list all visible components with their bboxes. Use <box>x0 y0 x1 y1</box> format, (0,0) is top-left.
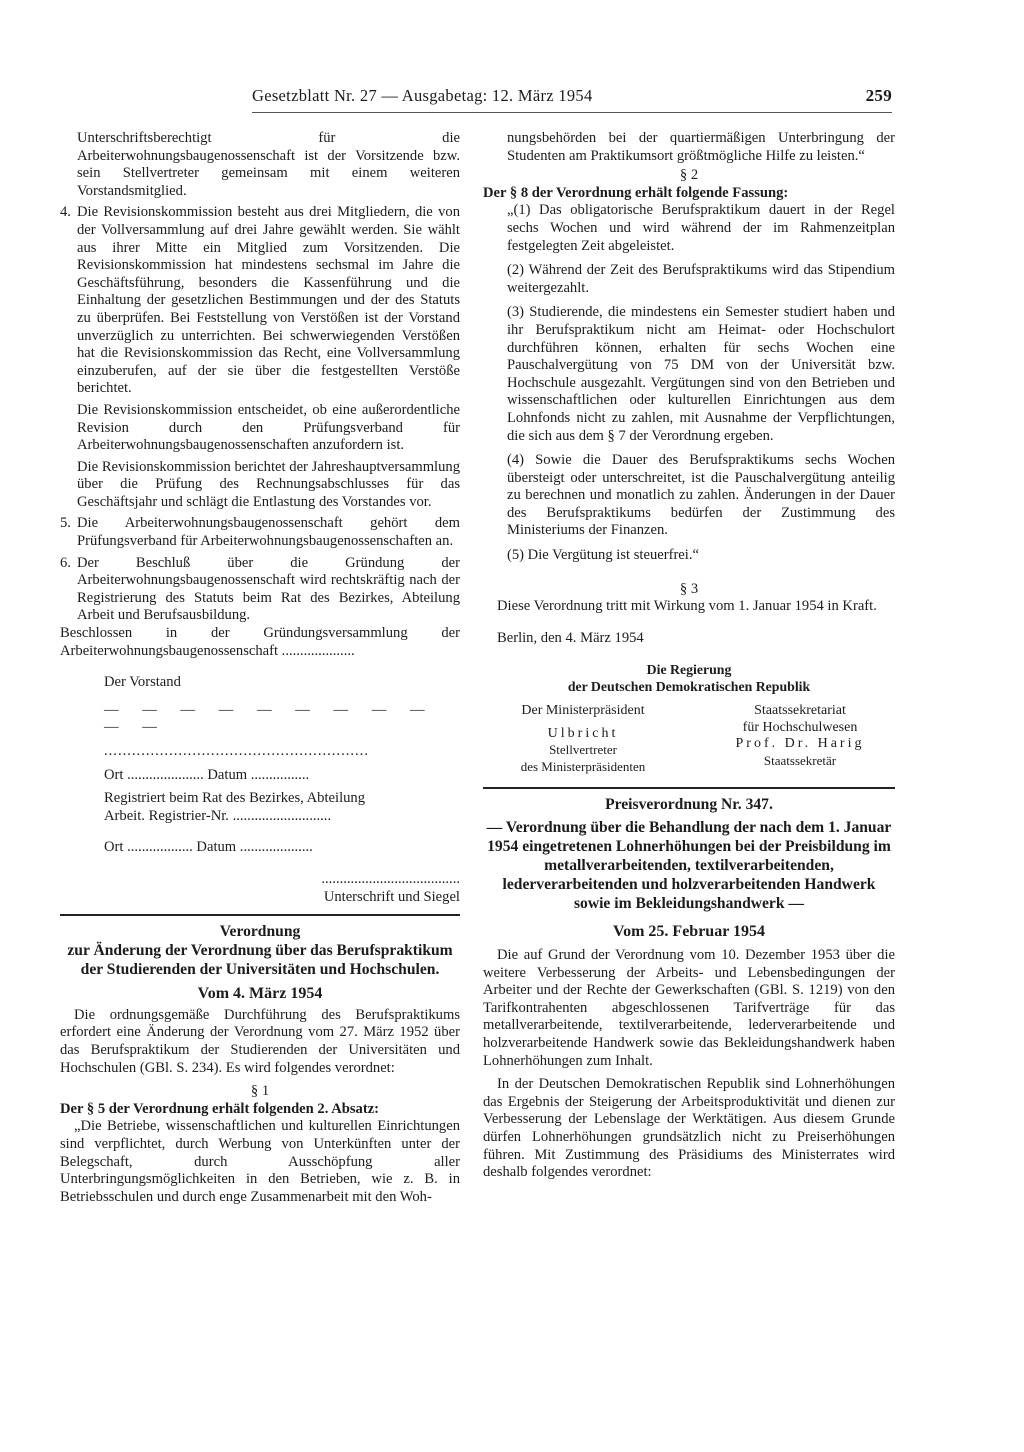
section-1-text: „Die Betriebe, wissenschaftlichen und kulturellen Einrichtungen sind verpflichtet, durch Werbung von Unterkünften unter der Belegschaft, durch Ausschöpfung aller Unterbringungsmöglichkeiten in den Betrieben, wie z. B. in Betriebsschulen und durch enge Zusammenarbeit mit den Woh- <box>60 1118 460 1205</box>
list-text: Der Beschluß über die Gründung der Arbeiterwohnungsbaugenossenschaft wird rechtskräftig nach der Registrierung des Statuts beim Rat des Bezirkes, Abteilung Arbeit und Berufsausbildung. <box>77 554 460 624</box>
list-number: 4. <box>60 204 71 221</box>
section-1-instruction: Der § 5 der Verordnung erhält folgenden 2. Absatz: <box>60 1100 380 1117</box>
section-2-paragraph-1: „(1) Das obligatorische Berufspraktikum dauert in der Regel sechs Wochen und wird während der im Rahmenzeitplan festgelegten Zeit abgeleistet. <box>507 202 895 254</box>
list-item-4 <box>60 204 460 398</box>
signatory-name: Ulbricht <box>547 725 619 741</box>
signatory-title: Der Ministerpräsident <box>521 703 645 719</box>
list-text: Die Revisionskommission besteht aus drei Mitgliedern, die von der Vollversammlung auf drei Jahre gewählt werden. Sie wählt aus ihrer Mitte ein Mitglied zum Vorsitzenden. Die Revisionskommission hat mindestens sechsmal im Jahre die Geschäftsführung, besonders die Kassenführung und die Einhaltung der gesetzlichen Bestimmungen und der des Statuts zu überprüfen. Bei Feststellung von Verstößen ist der Vorstand unverzüglich zu unterrichten. Bei schwerwiegenden Verstößen hat die Revisionskommission das Recht, eine Vollversammlung einzuberufen, auf der sie über die festgestellten Verstöße berichtet. <box>77 204 460 397</box>
signature-block <box>483 703 895 775</box>
ordinance-title <box>60 922 460 979</box>
place-date-line-2: Ort .................. Datum .................... <box>104 839 313 856</box>
section-rule <box>60 914 460 916</box>
government-line-1: Die Regierung <box>646 662 732 678</box>
section-2-paragraph-5: (5) Die Vergütung ist steuerfrei.“ <box>507 547 699 564</box>
price-ordinance-title: Preisverordnung Nr. 347. <box>605 796 773 814</box>
signature-left <box>483 703 683 775</box>
signatory-role-2: des Ministerpräsidenten <box>520 758 646 774</box>
registered-line-1: Registriert beim Rat des Bezirkes, Abteilung <box>104 790 366 807</box>
registration-form <box>60 674 460 906</box>
running-head-text: Gesetzblatt Nr. 27 — Ausgabetag: 12. März 1954 <box>252 86 593 105</box>
registered-line-2: Arbeit. Registrier-Nr. ........................... <box>104 807 332 824</box>
section-2-paragraph-3: (3) Studierende, die mindestens ein Semester studiert haben und ihr Berufspraktikum nicht am Heimat- oder Hochschulort durchführen können, erhalten für sechs Wochen eine Pauschalvergütung von 75 DM von der Universität bzw. Hochschule ausgezahlt. Vergütungen sind von den Betrieben und wissenschaftlichen oder kulturellen Einrichtungen aus dem Lohnfonds nicht zu zahlen, mit Ausnahme der Verpflichtungen, die sich aus dem § 7 der Verordnung ergeben. <box>507 304 895 444</box>
signature-dots: ...................................... <box>321 870 460 887</box>
price-ordinance-paragraph-1: Die auf Grund der Verordnung vom 10. Dezember 1953 über die weitere Verbesserung der Arbeits- und Lebensbedingungen der Arbeiter und der Rechte der Gewerkschaften (GBl. S. 1219) von den Tarifkontrahenten abgeschlossenen Tarifverträge für das metallverarbeitende, textilverarbeitende, lederverarbeitende und holzverarbeitende Handwerk sowie das Bekleidungshandwerk haben Lohnerhöhungen zum Inhalt. <box>483 947 895 1069</box>
section-2-paragraph-4: (4) Sowie die Dauer des Berufspraktikums sechs Wochen übersteigt oder unterschreitet, ist die Pauschalvergütung anteilig zu berechnen und monatlich zu zahlen. Änderungen in der Dauer des Berufspraktikums bedürfen der Zustimmung des Ministeriums der Finanzen. <box>507 452 895 539</box>
ordinance-intro: Die ordnungsgemäße Durchführung des Berufspraktikums erfordert eine Änderung der Verordnung vom 27. März 1952 über das Berufspraktikum der Studierenden der Universitäten und Hochschulen (GBl. S. 234). Es wird folgendes verordnet: <box>60 1006 460 1076</box>
board-label: Der Vorstand <box>104 674 181 691</box>
signatory-role-1: Stellvertreter <box>549 742 617 758</box>
section-2-heading: § 2 <box>679 167 699 184</box>
signature-right <box>705 703 895 775</box>
left-column <box>60 130 460 1206</box>
signature-dashes: — — — — — — — — — — — <box>104 701 435 736</box>
section-rule <box>483 787 895 789</box>
price-ordinance-subtitle: — Verordnung über die Behandlung der nach dem 1. Januar 1954 eingetretenen Lohnerhöhungen bei der Preisbildung im metallverarbeitenden, textilverarbeitenden, lederverarbeitenden und holzverarbeitenden Handwerk sowie im Bekleidungshandwerk — <box>486 819 892 913</box>
resolution-statement: Beschlossen in der Gründungsversammlung der Arbeiterwohnungsbaugenossenschaft .................... <box>60 625 460 659</box>
office-title-2: für Hochschulwesen <box>742 719 858 735</box>
government-line-2: der Deutschen Demokratischen Republik <box>567 679 811 695</box>
signatory-role: Staatssekretär <box>763 752 837 768</box>
list-item-6 <box>60 555 460 625</box>
signatory-name: Prof. Dr. Harig <box>735 736 865 752</box>
right-column <box>483 130 895 1182</box>
ordinance-date: Vom 4. März 1954 <box>197 985 323 1003</box>
continued-paragraph: Unterschriftsberechtigt für die Arbeiterwohnungsbaugenossenschaft ist der Vorsitzende bzw. sein Stellvertreter gemeinsam mit einem weiteren Vorstandsmitglied. <box>77 130 460 199</box>
running-header <box>252 86 892 106</box>
section-3-text: Diese Verordnung tritt mit Wirkung vom 1. Januar 1954 in Kraft. <box>497 598 877 615</box>
list-item-5 <box>60 515 460 550</box>
list-item-4-paragraph-2: Die Revisionskommission entscheidet, ob eine außerordentliche Revision durch den Prüfungsverband für Arbeiterwohnungsbaugenossenschaften anzufordern ist. <box>77 401 460 454</box>
ordinance-title-line-1: Verordnung <box>219 923 301 941</box>
section-1-heading: § 1 <box>250 1083 270 1100</box>
list-number: 6. <box>60 554 71 571</box>
place-and-date: Berlin, den 4. März 1954 <box>497 629 644 646</box>
list-number: 5. <box>60 515 71 532</box>
continued-paragraph: nungsbehörden bei der quartiermäßigen Unterbringung der Studenten am Praktikumsort größtmögliche Hilfe zu leisten.“ <box>507 130 895 164</box>
office-title-1: Staatssekretariat <box>754 703 846 719</box>
section-3-heading: § 3 <box>679 580 699 597</box>
price-ordinance-date: Vom 25. Februar 1954 <box>613 923 765 941</box>
price-ordinance-paragraph-2: In der Deutschen Demokratischen Republik sind Lohnerhöhungen das Ergebnis der Steigerung der Arbeitsproduktivität und dienen zur Verbesserung der Lebenslage der Werktätigen. Aus diesem Grunde dürfen Lohnerhöhungen grundsätzlich nicht zu Preiserhöhungen führen. Mit Zustimmung des Präsidiums des Ministerrates wird deshalb folgendes verordnet: <box>483 1076 895 1181</box>
list-text: Die Arbeiterwohnungsbaugenossenschaft gehört dem Prüfungsverband für Arbeiterwohnungsbaugenossenschaften an. <box>77 515 460 550</box>
section-2-instruction: Der § 8 der Verordnung erhält folgende Fassung: <box>483 184 789 201</box>
ordinance-title-line-2: zur Änderung der Verordnung über das Berufspraktikum der Studierenden der Universitäten und Hochschulen. <box>67 942 453 979</box>
page-number: 259 <box>865 86 892 105</box>
signature-label: Unterschrift und Siegel <box>323 888 460 905</box>
header-rule <box>252 112 892 113</box>
place-date-line-1: Ort ..................... Datum ................ <box>104 766 310 783</box>
section-2-paragraph-2: (2) Während der Zeit des Berufspraktikums wird das Stipendium weitergezahlt. <box>507 262 895 296</box>
dotted-line: ......................................................... <box>104 743 369 759</box>
government-heading <box>483 661 895 695</box>
list-item-4-paragraph-3: Die Revisionskommission berichtet der Jahreshauptversammlung über die Prüfung des Rechnungsabschlusses für das Geschäftsjahr und schlägt die Entlastung des Vorstandes vor. <box>77 458 460 510</box>
